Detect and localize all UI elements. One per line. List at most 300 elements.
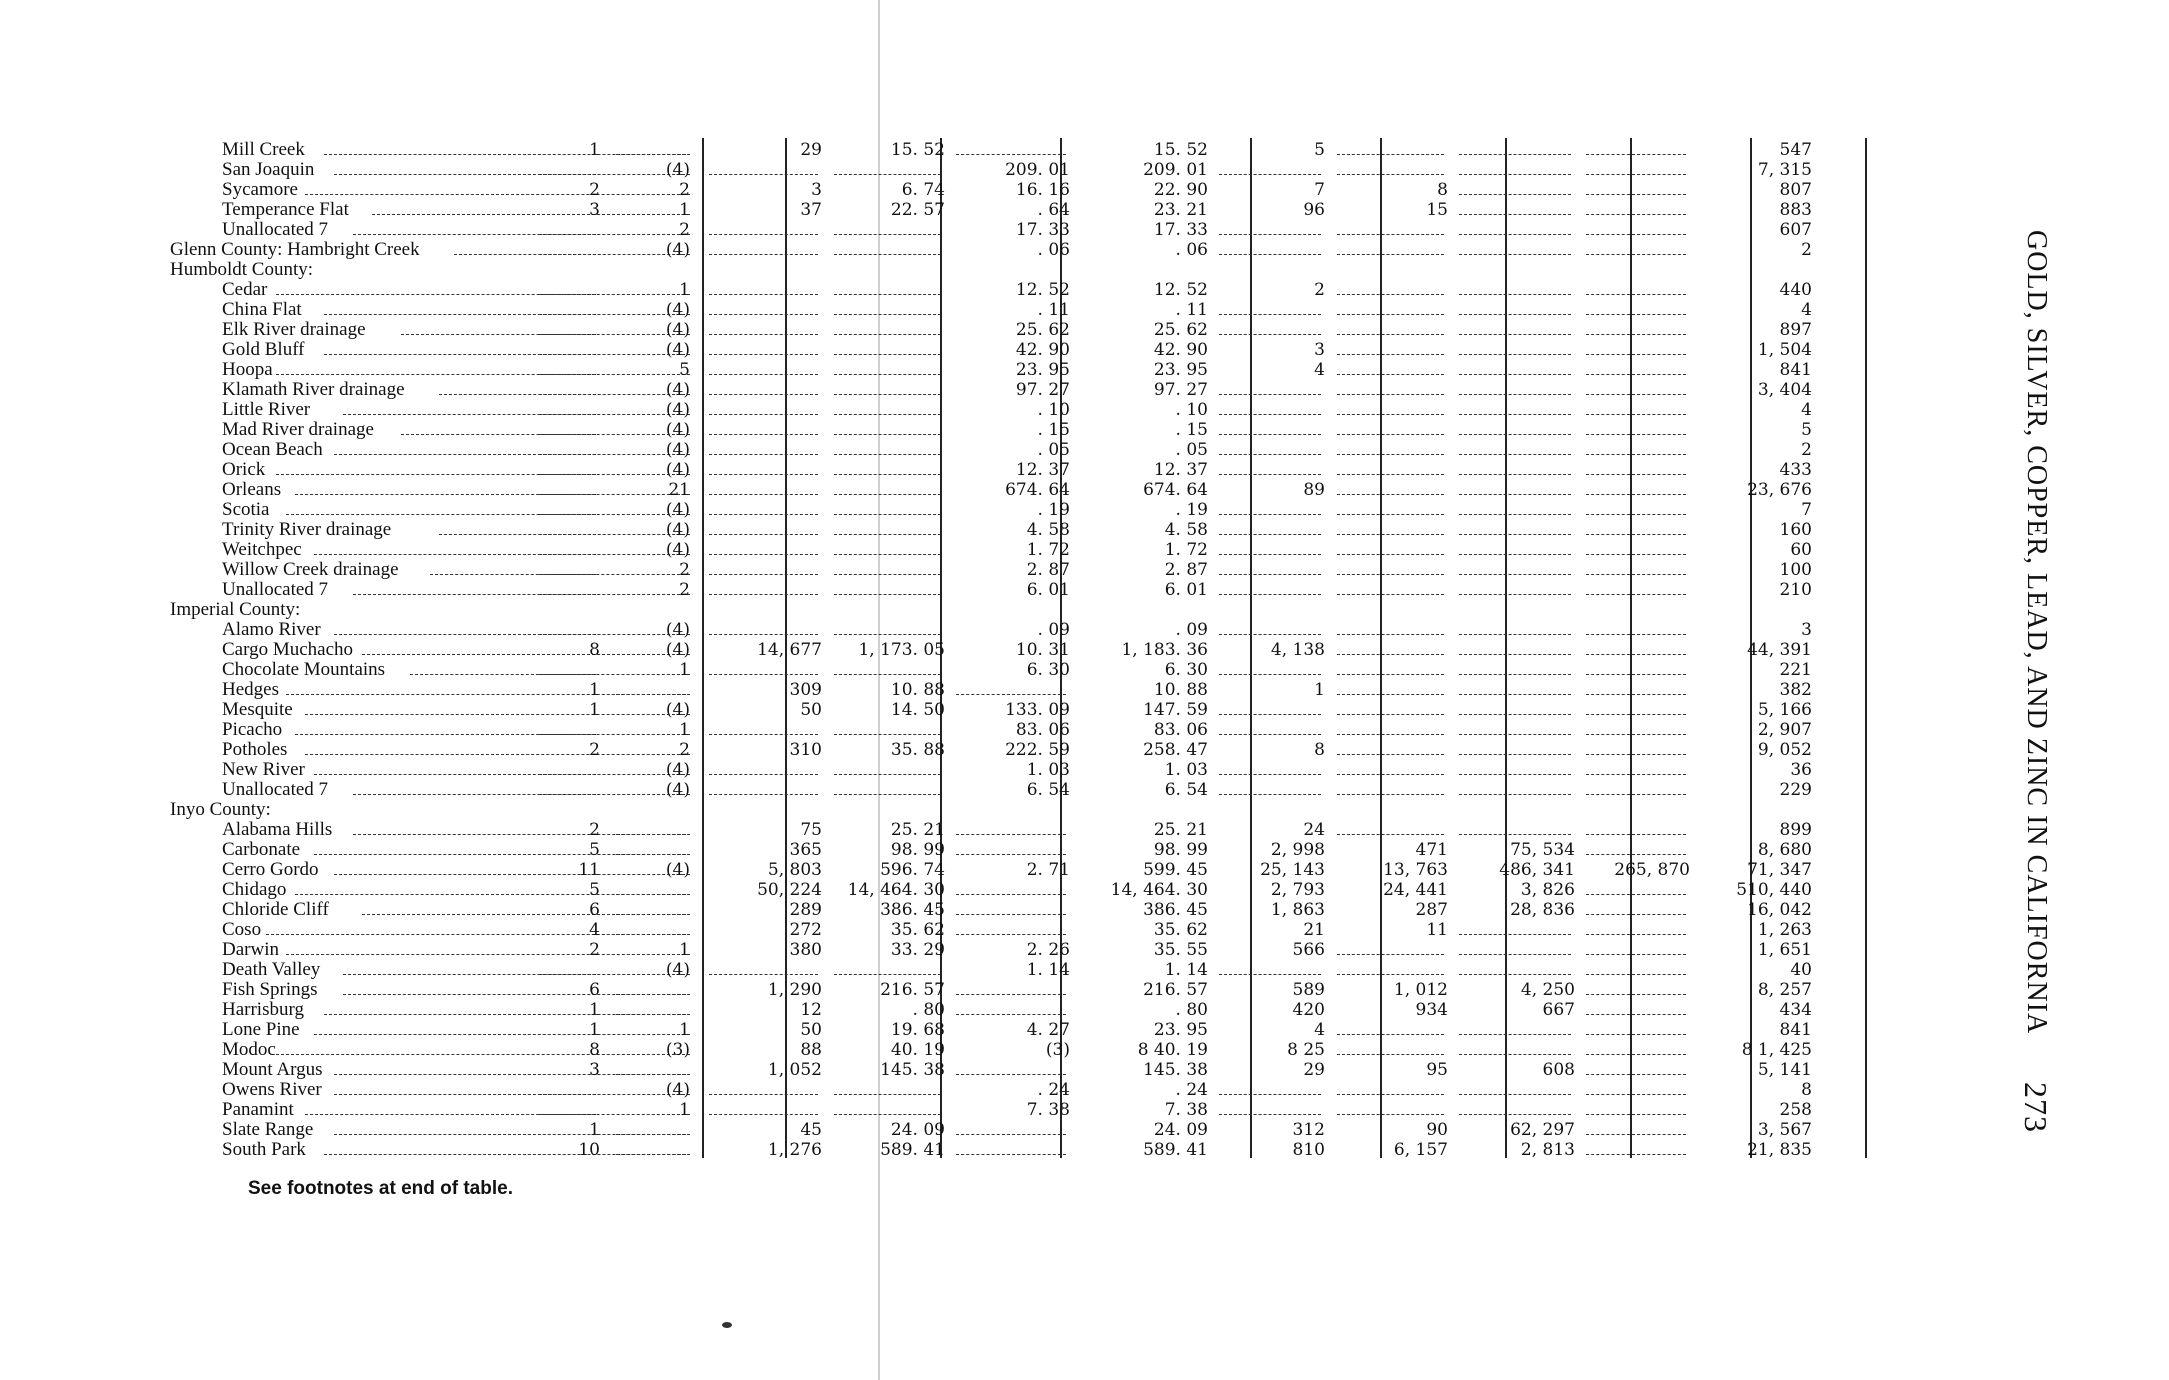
empty-cell-dashes [1459,1114,1571,1115]
cell-c7: 2 [1314,280,1325,300]
cell-c2: (4) [665,960,690,980]
row-label: Hoopa [222,360,273,380]
empty-cell-dashes [539,434,596,435]
empty-cell-dashes [956,1014,1066,1015]
empty-cell-dashes [539,674,596,675]
cell-c3: 1, 276 [767,1140,822,1160]
empty-cell-dashes [709,254,818,255]
cell-c11: 440 [1779,280,1812,300]
cell-c4: 216. 57 [880,980,945,1000]
cell-c6: 12. 52 [1153,280,1208,300]
empty-cell-dashes [539,534,596,535]
empty-cell-dashes [1586,754,1686,755]
cell-c4: 33. 29 [890,940,945,960]
cell-c3: 289 [789,900,822,920]
cell-c1: 10 [578,1140,600,1160]
empty-cell-dashes [1459,794,1571,795]
empty-cell-dashes [1337,414,1444,415]
empty-cell-dashes [1459,1094,1571,1095]
cell-c6: 1. 03 [1164,760,1208,780]
cell-c5: . 06 [1037,240,1070,260]
cell-c1: 8 [589,640,600,660]
row-label: Unallocated 7 [222,780,329,800]
empty-cell-dashes [1219,474,1321,475]
cell-c4: 19. 68 [890,1020,945,1040]
row-label: Inyo County: [170,800,271,820]
cell-c8: 24, 441 [1383,880,1448,900]
row-label: Lone Pine [222,1020,300,1040]
cell-c1: 3 [589,1060,600,1080]
empty-cell-dashes [539,414,596,415]
empty-cell-dashes [834,634,941,635]
empty-cell-dashes [616,994,686,995]
cell-c3: 88 [800,1040,822,1060]
empty-cell-dashes [1337,1094,1444,1095]
cell-c5: 6. 30 [1026,660,1070,680]
cell-c5: 6. 01 [1026,580,1070,600]
empty-cell-dashes [1586,154,1686,155]
cell-c5: . 10 [1037,400,1070,420]
cell-c6: 23. 95 [1153,360,1208,380]
cell-c11: 2 [1801,440,1812,460]
cell-c5: 4. 27 [1026,1020,1070,1040]
empty-cell-dashes [1337,154,1444,155]
cell-c11: 100 [1779,560,1812,580]
empty-cell-dashes [1219,714,1321,715]
cell-c6: 35. 62 [1153,920,1208,940]
cell-c3: 37 [800,200,822,220]
cell-c4: 15. 52 [890,140,945,160]
empty-cell-dashes [616,1074,686,1075]
empty-cell-dashes [834,254,941,255]
empty-cell-dashes [1586,174,1686,175]
cell-c2: (4) [665,440,690,460]
empty-cell-dashes [709,1094,818,1095]
empty-cell-dashes [1337,634,1444,635]
empty-cell-dashes [1337,174,1444,175]
cell-c4: . 80 [912,1000,945,1020]
cell-c5: 10. 31 [1015,640,1070,660]
row-label: Cedar [222,280,268,300]
empty-cell-dashes [1586,354,1686,355]
empty-cell-dashes [1219,414,1321,415]
cell-c4: 25. 21 [890,820,945,840]
empty-cell-dashes [709,574,818,575]
row-label: Potholes [222,740,288,760]
cell-c11: 1, 651 [1757,940,1812,960]
cell-c5: 7. 38 [1026,1100,1070,1120]
empty-cell-dashes [1586,374,1686,375]
cell-c11: 841 [1779,360,1812,380]
empty-cell-dashes [1459,454,1571,455]
cell-c11: 8, 680 [1757,840,1812,860]
empty-cell-dashes [1219,594,1321,595]
empty-cell-dashes [1459,574,1571,575]
empty-cell-dashes [709,774,818,775]
cell-c1: 2 [589,740,600,760]
cell-c5: . 05 [1037,440,1070,460]
empty-cell-dashes [539,1114,596,1115]
cell-c2: 1 [679,720,690,740]
cell-c4: 1, 173. 05 [858,640,945,660]
empty-cell-dashes [1586,1074,1686,1075]
cell-c6: 14, 464. 30 [1110,880,1208,900]
empty-cell-dashes [539,774,596,775]
cell-c11: 4 [1801,300,1812,320]
empty-cell-dashes [1337,354,1444,355]
empty-cell-dashes [1219,234,1321,235]
cell-c6: 22. 90 [1153,180,1208,200]
empty-cell-dashes [709,434,818,435]
cell-c5: 2. 87 [1026,560,1070,580]
cell-c3: 50 [800,700,822,720]
empty-cell-dashes [709,354,818,355]
cell-c6: 83. 06 [1153,720,1208,740]
cell-c2: 2 [679,180,690,200]
cell-c6: 674. 64 [1143,480,1208,500]
cell-c11: 160 [1779,520,1812,540]
empty-cell-dashes [1586,934,1686,935]
empty-cell-dashes [539,474,596,475]
cell-c1: 6 [589,980,600,1000]
empty-cell-dashes [616,154,686,155]
empty-cell-dashes [956,154,1066,155]
empty-cell-dashes [539,394,596,395]
cell-c7: 24 [1303,820,1325,840]
empty-cell-dashes [1219,394,1321,395]
cell-c4: 40. 19 [890,1040,945,1060]
cell-c5: . 15 [1037,420,1070,440]
row-label: China Flat [222,300,302,320]
cell-c7: 1 [1314,680,1325,700]
cell-c11: 7, 315 [1757,160,1812,180]
cell-c11: 21, 835 [1747,1140,1812,1160]
empty-cell-dashes [1459,154,1571,155]
cell-c7: 1, 863 [1270,900,1325,920]
cell-c5: 25. 62 [1015,320,1070,340]
empty-cell-dashes [956,994,1066,995]
column-rule [1630,138,1632,1158]
cell-c4: 145. 38 [880,1060,945,1080]
empty-cell-dashes [1337,794,1444,795]
cell-c11: 221 [1779,660,1812,680]
empty-cell-dashes [1459,594,1571,595]
empty-cell-dashes [1586,1034,1686,1035]
cell-c4: 14, 464. 30 [847,880,945,900]
cell-c11: 382 [1779,680,1812,700]
empty-cell-dashes [1586,334,1686,335]
empty-cell-dashes [1337,594,1444,595]
cell-c11: 547 [1779,140,1812,160]
cell-c1: 1 [589,140,600,160]
empty-cell-dashes [834,554,941,555]
row-label: Orick [222,460,266,480]
row-label: Hedges [222,680,279,700]
empty-cell-dashes [1337,494,1444,495]
empty-cell-dashes [1337,374,1444,375]
cell-c3: 5, 803 [767,860,822,880]
cell-c3: 14, 677 [757,640,822,660]
row-label: Sycamore [222,180,298,200]
cell-c6: 599. 45 [1143,860,1208,880]
cell-c1: 8 [589,1040,600,1060]
cell-c11: 841 [1779,1020,1812,1040]
cell-c7: 21 [1303,920,1325,940]
empty-cell-dashes [1586,734,1686,735]
empty-cell-dashes [1337,254,1444,255]
empty-cell-dashes [616,1014,686,1015]
cell-c6: 145. 38 [1143,1060,1208,1080]
cell-c1: 6 [589,900,600,920]
cell-c5: 6. 54 [1026,780,1070,800]
empty-cell-dashes [709,314,818,315]
empty-cell-dashes [956,694,1066,695]
cell-c11: 4 [1801,400,1812,420]
cell-c1: 2 [589,180,600,200]
cell-c2: (4) [665,380,690,400]
empty-cell-dashes [709,394,818,395]
cell-c2: 2 [679,580,690,600]
empty-cell-dashes [1586,454,1686,455]
row-label: Little River [222,400,311,420]
empty-cell-dashes [1337,754,1444,755]
cell-c7: 810 [1292,1140,1325,1160]
cell-c11: 434 [1779,1000,1812,1020]
cell-c11: 9, 052 [1757,740,1812,760]
empty-cell-dashes [956,854,1066,855]
empty-cell-dashes [539,514,596,515]
ink-smudge-mark [722,1322,732,1328]
cell-c6: 25. 62 [1153,320,1208,340]
empty-cell-dashes [1459,554,1571,555]
empty-cell-dashes [1459,434,1571,435]
empty-cell-dashes [709,454,818,455]
empty-cell-dashes [539,174,596,175]
empty-cell-dashes [1219,174,1321,175]
cell-c11: 23, 676 [1747,480,1812,500]
cell-c6: . 10 [1175,400,1208,420]
empty-cell-dashes [1337,1114,1444,1115]
empty-cell-dashes [1586,294,1686,295]
empty-cell-dashes [539,234,596,235]
empty-cell-dashes [1337,514,1444,515]
row-label: Scotia [222,500,270,520]
cell-c8: 90 [1426,1120,1448,1140]
cell-c11: 897 [1779,320,1812,340]
empty-cell-dashes [1219,574,1321,575]
empty-cell-dashes [834,514,941,515]
cell-c6: 23. 95 [1153,1020,1208,1040]
cell-c9: 62, 297 [1510,1120,1575,1140]
cell-c11: 60 [1790,540,1812,560]
cell-c2: 1 [679,1020,690,1040]
cell-c6: 147. 59 [1143,700,1208,720]
empty-cell-dashes [956,1074,1066,1075]
empty-cell-dashes [539,454,596,455]
empty-cell-dashes [834,594,941,595]
cell-c6: . 06 [1175,240,1208,260]
empty-cell-dashes [1337,334,1444,335]
empty-cell-dashes [1337,954,1444,955]
empty-cell-dashes [1586,1134,1686,1135]
empty-cell-dashes [1459,294,1571,295]
cell-c2: (4) [665,500,690,520]
cell-c8: 287 [1415,900,1448,920]
cell-c6: 386. 45 [1143,900,1208,920]
cell-c3: 380 [789,940,822,960]
running-head [2017,230,2054,1133]
empty-cell-dashes [834,174,941,175]
cell-c6: 12. 37 [1153,460,1208,480]
empty-cell-dashes [1586,254,1686,255]
cell-c4: 98. 99 [890,840,945,860]
row-label: Mount Argus [222,1060,323,1080]
row-label: Death Valley [222,960,321,980]
cell-c3: 50 [800,1020,822,1040]
cell-c5: . 11 [1037,300,1070,320]
cell-c6: 6. 01 [1164,580,1208,600]
cell-c11: 1, 504 [1757,340,1812,360]
empty-cell-dashes [1586,854,1686,855]
cell-c6: 35. 55 [1153,940,1208,960]
empty-cell-dashes [1459,934,1571,935]
cell-c6: 17. 33 [1153,220,1208,240]
cell-c2: 2 [679,560,690,580]
cell-c2: (4) [665,1080,690,1100]
cell-c7: 5 [1314,140,1325,160]
cell-c5: 16. 16 [1015,180,1070,200]
empty-cell-dashes [1337,474,1444,475]
cell-c6: 10. 88 [1153,680,1208,700]
empty-cell-dashes [539,1094,596,1095]
row-label: Mad River drainage [222,420,374,440]
cell-c5: 1. 72 [1026,540,1070,560]
cell-c4: 35. 62 [890,920,945,940]
cell-c2: (4) [665,860,690,880]
empty-cell-dashes [1586,574,1686,575]
empty-cell-dashes [834,454,941,455]
row-label: Cerro Gordo [222,860,319,880]
empty-cell-dashes [1586,1114,1686,1115]
cell-c11: 36 [1790,760,1812,780]
empty-cell-dashes [1459,474,1571,475]
cell-c11: 229 [1779,780,1812,800]
empty-cell-dashes [1586,774,1686,775]
cell-c11: 607 [1779,220,1812,240]
empty-cell-dashes [709,514,818,515]
cell-c6: 1. 72 [1164,540,1208,560]
empty-cell-dashes [956,1154,1066,1155]
empty-cell-dashes [1459,694,1571,695]
cell-c2: (4) [665,400,690,420]
empty-cell-dashes [1337,734,1444,735]
empty-cell-dashes [834,674,941,675]
empty-cell-dashes [1459,634,1571,635]
row-label: Mesquite [222,700,293,720]
empty-cell-dashes [1219,534,1321,535]
empty-cell-dashes [1459,954,1571,955]
row-label: Humboldt County: [170,260,314,280]
cell-c2: 1 [679,940,690,960]
empty-cell-dashes [1459,674,1571,675]
empty-cell-dashes [709,554,818,555]
cell-c1: 3 [589,200,600,220]
empty-cell-dashes [1337,434,1444,435]
empty-cell-dashes [539,634,596,635]
cell-c11: 3, 404 [1757,380,1812,400]
empty-cell-dashes [1586,834,1686,835]
cell-c5: 42. 90 [1015,340,1070,360]
cell-c3: 12 [800,1000,822,1020]
cell-c6: . 05 [1175,440,1208,460]
empty-cell-dashes [1219,734,1321,735]
empty-cell-dashes [539,334,596,335]
cell-c6: . 11 [1175,300,1208,320]
cell-c11: 510, 440 [1736,880,1812,900]
empty-cell-dashes [1337,834,1444,835]
footnote-reference: See footnotes at end of table. [248,1178,513,1199]
cell-c2: (4) [665,300,690,320]
cell-c2: 1 [679,200,690,220]
cell-c1: 2 [589,940,600,960]
empty-cell-dashes [709,734,818,735]
empty-cell-dashes [1586,494,1686,495]
cell-c2: (3) [665,1040,690,1060]
empty-cell-dashes [1586,534,1686,535]
empty-cell-dashes [539,594,596,595]
cell-c4: 386. 45 [880,900,945,920]
cell-c6: . 80 [1175,1000,1208,1020]
cell-c7: 29 [1303,1060,1325,1080]
empty-cell-dashes [1219,514,1321,515]
cell-c2: 1 [679,280,690,300]
cell-c3: 50, 224 [757,880,822,900]
cell-c4: 6. 74 [901,180,945,200]
empty-cell-dashes [834,794,941,795]
empty-cell-dashes [1459,234,1571,235]
cell-c11: 5 [1801,420,1812,440]
empty-cell-dashes [539,794,596,795]
empty-cell-dashes [956,1134,1066,1135]
empty-cell-dashes [616,694,686,695]
cell-c6: 216. 57 [1143,980,1208,1000]
cell-c11: 3, 567 [1757,1120,1812,1140]
cell-c1: 1 [589,1120,600,1140]
empty-cell-dashes [834,474,941,475]
row-label: South Park [222,1140,306,1160]
cell-c6: 6. 30 [1164,660,1208,680]
empty-cell-dashes [539,314,596,315]
empty-cell-dashes [1586,474,1686,475]
empty-cell-dashes [1219,554,1321,555]
cell-c5: . 24 [1037,1080,1070,1100]
cell-c11: 44, 391 [1747,640,1812,660]
row-label: Modoc [222,1040,276,1060]
cell-c1: 5 [589,840,600,860]
empty-cell-dashes [1459,334,1571,335]
row-label: Unallocated 7 [222,580,329,600]
cell-c7: 589 [1292,980,1325,1000]
cell-c11: 16, 042 [1747,900,1812,920]
empty-cell-dashes [539,354,596,355]
cell-c5: . 09 [1037,620,1070,640]
empty-cell-dashes [1459,414,1571,415]
empty-cell-dashes [1459,774,1571,775]
empty-cell-dashes [1337,714,1444,715]
empty-cell-dashes [834,394,941,395]
cell-c11: 258 [1779,1100,1812,1120]
empty-cell-dashes [539,374,596,375]
